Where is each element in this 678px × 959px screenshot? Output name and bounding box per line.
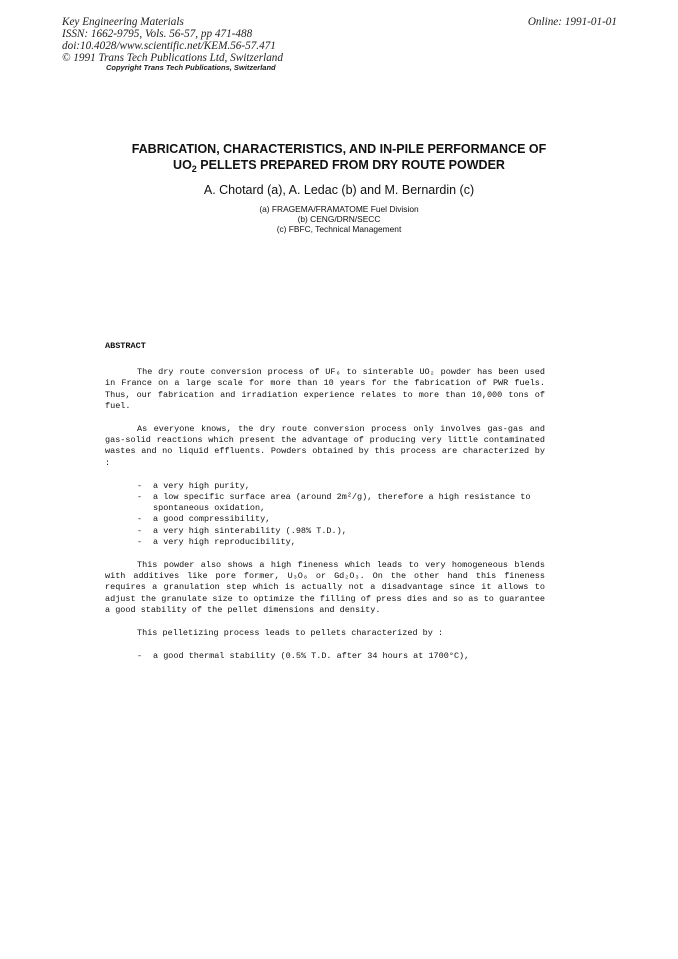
affiliation-c: (c) FBFC, Technical Management bbox=[276, 224, 402, 235]
title-subscript: 2 bbox=[191, 164, 197, 174]
list-item: - a good thermal stability (0.5% T.D. after 34 hours at 1700°C), bbox=[137, 651, 470, 662]
author-list: A. Chotard (a), A. Ledac (b) and M. Bernardin (c) bbox=[203, 183, 475, 197]
online-date: Online: 1991-01-01 bbox=[527, 16, 617, 28]
list-item: - a good compressibility, bbox=[137, 514, 271, 525]
paragraph-3: This powder also shows a high fineness which leads to very homogeneous blends with additives like pore former, U₃O₈ or Gd₂O₃. On the other hand this fineness requires a granulation step which is actually not a disadvantage since it allows to adjust the granulate size to optimize the filling of press dies and so as to guarantee a good stability of the pellet dimensions and density. bbox=[105, 560, 545, 615]
paragraph-4: This pelletizing process leads to pellets characterized by : bbox=[137, 628, 444, 639]
title-rest: PELLETS PREPARED FROM DRY ROUTE POWDER bbox=[196, 158, 505, 172]
title-line-2 bbox=[80, 157, 598, 177]
powder-characteristics-list bbox=[105, 481, 545, 548]
title-line-1: FABRICATION, CHARACTERISTICS, AND IN-PILE PERFORMANCE OF bbox=[131, 142, 547, 156]
issn-line: ISSN: 1662-9795, Vols. 56-57, pp 471-488 bbox=[62, 28, 253, 40]
abstract-body bbox=[105, 341, 545, 674]
paper-title bbox=[80, 141, 598, 177]
list-item: - a very high purity, bbox=[137, 480, 250, 491]
affiliations bbox=[80, 204, 598, 235]
paragraph-2: As everyone knows, the dry route conversion process only involves gas-gas and gas-solid reactions which present the advantage of producing very little contaminated wastes and no liquid effluents. Powders obtained by this process are characterized by : bbox=[105, 424, 545, 468]
list-item: - a very high sinterability (.98% T.D.), bbox=[137, 525, 347, 536]
copyright-stamp: Copyright Trans Tech Publications, Switzerland bbox=[106, 63, 276, 72]
journal-name: Key Engineering Materials bbox=[62, 16, 184, 28]
affiliation-a: (a) FRAGEMA/FRAMATOME Fuel Division bbox=[259, 204, 419, 214]
affiliation-b: (b) CENG/DRN/SECC bbox=[297, 214, 381, 225]
list-item: - a very high reproducibility, bbox=[137, 536, 296, 547]
list-item: - a low specific surface area (around 2m²/g), therefore a high resistance to spontaneous oxidation, bbox=[137, 492, 531, 514]
abstract-heading: ABSTRACT bbox=[105, 341, 146, 351]
journal-header bbox=[62, 16, 617, 64]
copyright-line: © 1991 Trans Tech Publications Ltd, Switzerland bbox=[62, 52, 283, 64]
paragraph-1: The dry route conversion process of UF₆ to sinterable UO₂ powder has been used in France on a large scale for more than 10 years for the fabrication of PWR fuels. Thus, our fabrication and irradiation experience relates to more than 10,000 tons of fuel. bbox=[105, 367, 545, 411]
doi-line: doi:10.4028/www.scientific.net/KEM.56-57.471 bbox=[62, 40, 276, 52]
pellet-characteristics-list bbox=[105, 651, 545, 662]
title-uo: UO bbox=[173, 158, 192, 172]
